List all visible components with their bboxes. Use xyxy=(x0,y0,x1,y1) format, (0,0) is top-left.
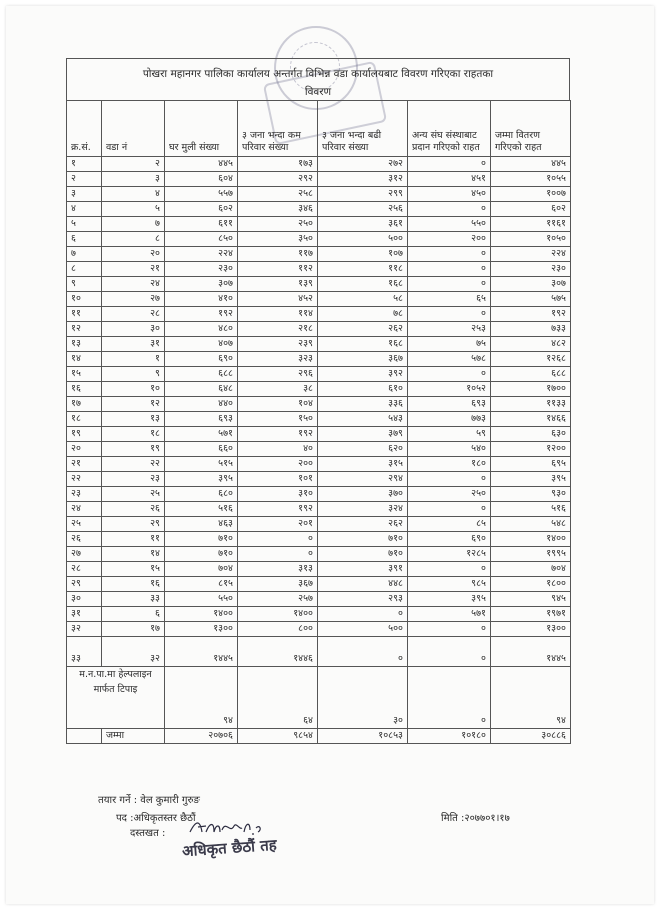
cell-large-families: २६२ xyxy=(318,517,408,532)
col-header-total-relief: जम्मा वितरण गरिएको राहत xyxy=(491,101,571,157)
cell-other-relief: ८५ xyxy=(408,517,491,532)
cell-ward: ७ xyxy=(102,217,165,232)
cell-sn: १ xyxy=(67,157,102,172)
table-row xyxy=(67,247,571,262)
cell-total-relief: १३०० xyxy=(491,622,571,637)
cell-sn: २८ xyxy=(67,562,102,577)
cell-large-families: ५४३ xyxy=(318,412,408,427)
cell-other-relief: ० xyxy=(408,502,491,517)
table-row xyxy=(67,637,571,667)
cell-households: ८१५ xyxy=(165,577,238,592)
cell-total-relief: १४०० xyxy=(491,532,571,547)
cell-households: ६८० xyxy=(165,487,238,502)
total-label: जम्मा xyxy=(102,729,165,744)
cell-small-families: ० xyxy=(238,532,318,547)
cell-ward: १२ xyxy=(102,397,165,412)
cell-small-families: २९६ xyxy=(238,367,318,382)
cell-sn: २२ xyxy=(67,472,102,487)
handwritten-signature xyxy=(188,816,264,838)
cell-sn: २४ xyxy=(67,502,102,517)
cell-large-families: ७८ xyxy=(318,307,408,322)
cell-ward: २८ xyxy=(102,307,165,322)
cell-households: १४४५ xyxy=(165,637,238,667)
cell-sn: १७ xyxy=(67,397,102,412)
cell-total-relief: ४४५ xyxy=(491,157,571,172)
cell-small-families: ९८५४ xyxy=(238,729,318,744)
cell-ward: ८ xyxy=(102,232,165,247)
cell-households: ५५७ xyxy=(165,187,238,202)
cell-large-families: ३९१ xyxy=(318,562,408,577)
table-header-row xyxy=(67,101,571,157)
cell-ward: १५ xyxy=(102,562,165,577)
cell-other-relief: ४५० xyxy=(408,187,491,202)
cell-other-relief: ४५१ xyxy=(408,172,491,187)
signature-label: दस्तखत : xyxy=(130,828,166,839)
cell-households: २०७०६ xyxy=(165,729,238,744)
table-row xyxy=(67,607,571,622)
cell-ward: २७ xyxy=(102,292,165,307)
cell-total-relief: १४४५ xyxy=(491,637,571,667)
cell-households: २३० xyxy=(165,262,238,277)
table-row xyxy=(67,352,571,367)
cell-large-families: ३९२ xyxy=(318,367,408,382)
cell-households: ५५० xyxy=(165,592,238,607)
cell-large-families: २६२ xyxy=(318,322,408,337)
cell-large-families: ५०० xyxy=(318,622,408,637)
cell-large-families: ३३६ xyxy=(318,397,408,412)
cell-sn: २० xyxy=(67,442,102,457)
cell-total-relief: १०५५ xyxy=(491,172,571,187)
cell-households: ८५० xyxy=(165,232,238,247)
cell-households: ५१५ xyxy=(165,457,238,472)
document-title xyxy=(66,58,570,100)
cell-small-families: २९२ xyxy=(238,172,318,187)
cell-large-families: ३७९ xyxy=(318,427,408,442)
cell-households: ६०४ xyxy=(165,172,238,187)
cell-other-relief: ० xyxy=(408,247,491,262)
cell-other-relief: ६५ xyxy=(408,292,491,307)
cell-sn: ६ xyxy=(67,232,102,247)
cell-total-relief: १२०० xyxy=(491,442,571,457)
cell-sn: ११ xyxy=(67,307,102,322)
cell-total-relief: १४६६ xyxy=(491,412,571,427)
cell-sn: २५ xyxy=(67,517,102,532)
cell-large-families: १६८ xyxy=(318,277,408,292)
cell-small-families: २३९ xyxy=(238,337,318,352)
table-row xyxy=(67,562,571,577)
cell-total-relief: ४८२ xyxy=(491,337,571,352)
cell-small-families: ३२३ xyxy=(238,352,318,367)
cell-other-relief: ० xyxy=(408,202,491,217)
cell-other-relief: ० xyxy=(408,562,491,577)
cell-ward: २० xyxy=(102,247,165,262)
table-row xyxy=(67,367,571,382)
cell-sn: १० xyxy=(67,292,102,307)
helpline-row xyxy=(67,667,571,729)
cell-households: २२४ xyxy=(165,247,238,262)
title-line-2: विवरण xyxy=(304,86,332,98)
cell-small-families: २१८ xyxy=(238,322,318,337)
cell-other-relief: १२८५ xyxy=(408,547,491,562)
prepared-by: तयार गर्ने : वेल कुमारी गुरुङ xyxy=(98,795,200,806)
cell-ward: ५ xyxy=(102,202,165,217)
cell-other-relief: ० xyxy=(408,472,491,487)
cell-large-families: ० xyxy=(318,607,408,622)
cell-ward: १६ xyxy=(102,577,165,592)
cell-sn: १५ xyxy=(67,367,102,382)
table-row xyxy=(67,292,571,307)
table-row xyxy=(67,337,571,352)
cell-ward: २५ xyxy=(102,487,165,502)
cell-total-relief: १००७ xyxy=(491,187,571,202)
cell-total-relief: ६०२ xyxy=(491,202,571,217)
cell-small-families: ६४ xyxy=(238,667,318,729)
cell-ward: २६ xyxy=(102,502,165,517)
cell-large-families: ४४८ xyxy=(318,577,408,592)
cell-sn: ९ xyxy=(67,277,102,292)
cell-total-relief: १९९५ xyxy=(491,547,571,562)
cell-total-relief: ९४ xyxy=(491,667,571,729)
cell-ward: ११ xyxy=(102,532,165,547)
helpline-label: म.न.पा.मा हेल्पलाइन मार्फत टिपाइ xyxy=(67,667,165,729)
cell-ward: ३० xyxy=(102,322,165,337)
cell-small-families: १९२ xyxy=(238,427,318,442)
cell-small-families: २०० xyxy=(238,457,318,472)
cell-other-relief: ० xyxy=(408,277,491,292)
cell-sn: १६ xyxy=(67,382,102,397)
cell-total-relief: ५४८ xyxy=(491,517,571,532)
cell-total-relief: ५७५ xyxy=(491,292,571,307)
cell-total-relief: १९२ xyxy=(491,307,571,322)
table-row xyxy=(67,517,571,532)
cell-total-relief: ११३३ xyxy=(491,397,571,412)
cell-households: ६९३ xyxy=(165,412,238,427)
cell-ward: २२ xyxy=(102,457,165,472)
table-row xyxy=(67,187,571,202)
cell-households: ७१० xyxy=(165,547,238,562)
cell-other-relief: ५७१ xyxy=(408,607,491,622)
table-row xyxy=(67,457,571,472)
cell-total-relief: २३० xyxy=(491,262,571,277)
cell-total-relief: ३०७ xyxy=(491,277,571,292)
cell-other-relief: ० xyxy=(408,157,491,172)
cell-households: ६९० xyxy=(165,352,238,367)
cell-households: ६११ xyxy=(165,217,238,232)
cell-large-families: २९४ xyxy=(318,472,408,487)
cell-small-families: ४५२ xyxy=(238,292,318,307)
cell-other-relief: ० xyxy=(408,262,491,277)
cell-large-families: ७१० xyxy=(318,532,408,547)
cell-small-families: ११७ xyxy=(238,247,318,262)
cell-ward: ३२ xyxy=(102,637,165,667)
cell-ward: १ xyxy=(102,352,165,367)
cell-households: १४०० xyxy=(165,607,238,622)
cell-sn: १२ xyxy=(67,322,102,337)
cell-sn: ४ xyxy=(67,202,102,217)
post-title: पद :अधिकृतस्तर छैठौं xyxy=(116,813,196,824)
cell-households: ३९५ xyxy=(165,472,238,487)
cell-large-families: ७१० xyxy=(318,547,408,562)
cell-large-families: ३६७ xyxy=(318,352,408,367)
document-date: मिति :२०७७०१।१७ xyxy=(441,813,510,824)
cell-sn: ३ xyxy=(67,187,102,202)
title-line-1: पोखरा महानगर पालिका कार्यालय अन्तर्गत विभिन्न वडा कार्यालयबाट विवरण गरिएका राहतका xyxy=(142,68,494,80)
cell-total-relief: ११६१ xyxy=(491,217,571,232)
cell-other-relief: ७७३ xyxy=(408,412,491,427)
cell-households: ९४ xyxy=(165,667,238,729)
table-row xyxy=(67,277,571,292)
cell-households: ४४० xyxy=(165,397,238,412)
cell-small-families: ३६७ xyxy=(238,577,318,592)
cell-households: ६८८ xyxy=(165,367,238,382)
cell-ward: १० xyxy=(102,382,165,397)
table-row xyxy=(67,472,571,487)
cell-small-families: ३१३ xyxy=(238,562,318,577)
cell-small-families: १४०० xyxy=(238,607,318,622)
col-header-ward: वडा नं xyxy=(102,101,165,157)
cell-sn: ७ xyxy=(67,247,102,262)
cell-sn: १९ xyxy=(67,427,102,442)
cell-ward: २१ xyxy=(102,262,165,277)
cell-large-families: ११८ xyxy=(318,262,408,277)
table-row xyxy=(67,172,571,187)
cell-total-relief: १९७१ xyxy=(491,607,571,622)
cell-total-relief: ३९५ xyxy=(491,472,571,487)
cell-small-families: ४० xyxy=(238,442,318,457)
cell-other-relief: ७५ xyxy=(408,337,491,352)
table-row xyxy=(67,442,571,457)
cell-large-families: २९३ xyxy=(318,592,408,607)
table-row xyxy=(67,502,571,517)
table-row xyxy=(67,322,571,337)
cell-large-families: ३२४ xyxy=(318,502,408,517)
cell-ward: ३३ xyxy=(102,592,165,607)
cell-sn: २९ xyxy=(67,577,102,592)
table-row xyxy=(67,262,571,277)
cell-ward: ४ xyxy=(102,187,165,202)
relief-table xyxy=(66,100,571,744)
cell-ward: १८ xyxy=(102,427,165,442)
cell-households: ४१० xyxy=(165,292,238,307)
cell-large-families: ३६१ xyxy=(318,217,408,232)
cell-total-relief: २२४ xyxy=(491,247,571,262)
cell-other-relief: ० xyxy=(408,637,491,667)
cell-small-families: ० xyxy=(238,547,318,562)
cell-other-relief: ० xyxy=(408,367,491,382)
cell-small-families: १०१ xyxy=(238,472,318,487)
cell-small-families: १४४६ xyxy=(238,637,318,667)
cell-large-families: १६८ xyxy=(318,337,408,352)
table-row xyxy=(67,592,571,607)
cell-households: ६०२ xyxy=(165,202,238,217)
cell-small-families: २५० xyxy=(238,217,318,232)
cell-ward: २९ xyxy=(102,517,165,532)
cell-sn: १४ xyxy=(67,352,102,367)
table-row xyxy=(67,382,571,397)
cell-large-families: ६१० xyxy=(318,382,408,397)
cell-other-relief: २५० xyxy=(408,487,491,502)
officer-stamp: अधिकृत छैठौं तह xyxy=(181,835,278,861)
cell-small-families: ३८ xyxy=(238,382,318,397)
cell-other-relief: ३९५ xyxy=(408,592,491,607)
cell-total-relief: ९३० xyxy=(491,487,571,502)
cell-other-relief: २५३ xyxy=(408,322,491,337)
table-row xyxy=(67,307,571,322)
cell-households: ४८० xyxy=(165,322,238,337)
table-row xyxy=(67,397,571,412)
cell-households: ५१६ xyxy=(165,502,238,517)
cell-other-relief: ० xyxy=(408,667,491,729)
cell-households: ४०७ xyxy=(165,337,238,352)
cell-ward: ३ xyxy=(102,172,165,187)
table-row xyxy=(67,487,571,502)
cell-sn: २ xyxy=(67,172,102,187)
cell-other-relief: ६९३ xyxy=(408,397,491,412)
cell-total-relief: ७३३ xyxy=(491,322,571,337)
cell-large-families: ५०० xyxy=(318,232,408,247)
cell-small-families: ११२ xyxy=(238,262,318,277)
table-row xyxy=(67,157,571,172)
cell-households: ४४५ xyxy=(165,157,238,172)
cell-total-relief: १८०० xyxy=(491,577,571,592)
cell-households: ७०४ xyxy=(165,562,238,577)
cell-other-relief: ० xyxy=(408,307,491,322)
total-blank xyxy=(67,729,102,744)
cell-other-relief: ६९० xyxy=(408,532,491,547)
cell-sn: ८ xyxy=(67,262,102,277)
cell-sn: २१ xyxy=(67,457,102,472)
cell-sn: १३ xyxy=(67,337,102,352)
col-header-small-families: ३ जना भन्दा कम परिवार संख्या xyxy=(238,101,318,157)
cell-ward: ९ xyxy=(102,367,165,382)
cell-ward: ६ xyxy=(102,607,165,622)
table-row xyxy=(67,412,571,427)
cell-other-relief: १८० xyxy=(408,457,491,472)
cell-total-relief: ६८८ xyxy=(491,367,571,382)
cell-total-relief: १७०० xyxy=(491,382,571,397)
cell-total-relief: ६३० xyxy=(491,427,571,442)
cell-large-families: १०८५३ xyxy=(318,729,408,744)
cell-ward: १४ xyxy=(102,547,165,562)
cell-sn: ३० xyxy=(67,592,102,607)
cell-households: १३०० xyxy=(165,622,238,637)
cell-households: ६४८ xyxy=(165,382,238,397)
cell-other-relief: १०५२ xyxy=(408,382,491,397)
cell-other-relief: ५९ xyxy=(408,427,491,442)
cell-other-relief: ९८५ xyxy=(408,577,491,592)
cell-small-families: २५८ xyxy=(238,187,318,202)
table-row xyxy=(67,217,571,232)
cell-small-families: १३९ xyxy=(238,277,318,292)
cell-small-families: ३१० xyxy=(238,487,318,502)
col-header-large-families: ३ जना भन्दा बढी परिवार संख्या xyxy=(318,101,408,157)
cell-sn: १८ xyxy=(67,412,102,427)
cell-households: ६६० xyxy=(165,442,238,457)
cell-ward: १३ xyxy=(102,412,165,427)
table-row xyxy=(67,532,571,547)
cell-small-families: ८०० xyxy=(238,622,318,637)
cell-total-relief: ९४५ xyxy=(491,592,571,607)
table-row xyxy=(67,232,571,247)
cell-households: ५७१ xyxy=(165,427,238,442)
col-header-sn: क्र.सं. xyxy=(67,101,102,157)
col-header-other-org-relief: अन्य संघ संस्थाबाट प्रदान गरिएको राहत xyxy=(408,101,491,157)
cell-ward: ३१ xyxy=(102,337,165,352)
cell-total-relief: ३०८८६ xyxy=(491,729,571,744)
cell-other-relief: ५५० xyxy=(408,217,491,232)
cell-sn: २७ xyxy=(67,547,102,562)
cell-sn: २३ xyxy=(67,487,102,502)
cell-large-families: ५८ xyxy=(318,292,408,307)
cell-small-families: २५७ xyxy=(238,592,318,607)
cell-large-families: ३७० xyxy=(318,487,408,502)
total-row xyxy=(67,729,571,744)
table-row xyxy=(67,427,571,442)
cell-total-relief: १०५० xyxy=(491,232,571,247)
cell-small-families: १९२ xyxy=(238,502,318,517)
cell-sn: २६ xyxy=(67,532,102,547)
cell-sn: ५ xyxy=(67,217,102,232)
cell-households: ७१० xyxy=(165,532,238,547)
cell-households: ४६३ xyxy=(165,517,238,532)
cell-other-relief: ५७८ xyxy=(408,352,491,367)
cell-small-families: २०१ xyxy=(238,517,318,532)
table-row xyxy=(67,202,571,217)
cell-sn: ३१ xyxy=(67,607,102,622)
cell-other-relief: ५४० xyxy=(408,442,491,457)
cell-households: ३०७ xyxy=(165,277,238,292)
cell-large-families: २५६ xyxy=(318,202,408,217)
cell-large-families: ० xyxy=(318,637,408,667)
cell-large-families: ३१५ xyxy=(318,457,408,472)
cell-ward: २४ xyxy=(102,277,165,292)
cell-other-relief: १०१८० xyxy=(408,729,491,744)
cell-small-families: १७३ xyxy=(238,157,318,172)
cell-total-relief: ७०४ xyxy=(491,562,571,577)
cell-large-families: १०७ xyxy=(318,247,408,262)
cell-small-families: ११४ xyxy=(238,307,318,322)
cell-small-families: ३५० xyxy=(238,232,318,247)
cell-other-relief: ० xyxy=(408,622,491,637)
cell-small-families: ३४६ xyxy=(238,202,318,217)
table-row xyxy=(67,622,571,637)
cell-small-families: १५० xyxy=(238,412,318,427)
cell-total-relief: १२६८ xyxy=(491,352,571,367)
cell-large-families: २९९ xyxy=(318,187,408,202)
cell-sn: ३२ xyxy=(67,622,102,637)
cell-large-families: ३१२ xyxy=(318,172,408,187)
cell-other-relief: २०० xyxy=(408,232,491,247)
cell-total-relief: ५१६ xyxy=(491,502,571,517)
cell-total-relief: ६९५ xyxy=(491,457,571,472)
col-header-households: घर मुली संख्या xyxy=(165,101,238,157)
cell-households: १९२ xyxy=(165,307,238,322)
cell-large-families: ३० xyxy=(318,667,408,729)
cell-ward: २ xyxy=(102,157,165,172)
cell-large-families: ६२० xyxy=(318,442,408,457)
cell-ward: १७ xyxy=(102,622,165,637)
cell-ward: २३ xyxy=(102,472,165,487)
cell-sn: ३३ xyxy=(67,637,102,667)
table-row xyxy=(67,547,571,562)
cell-large-families: २७२ xyxy=(318,157,408,172)
table-row xyxy=(67,577,571,592)
cell-ward: १९ xyxy=(102,442,165,457)
cell-small-families: १०४ xyxy=(238,397,318,412)
